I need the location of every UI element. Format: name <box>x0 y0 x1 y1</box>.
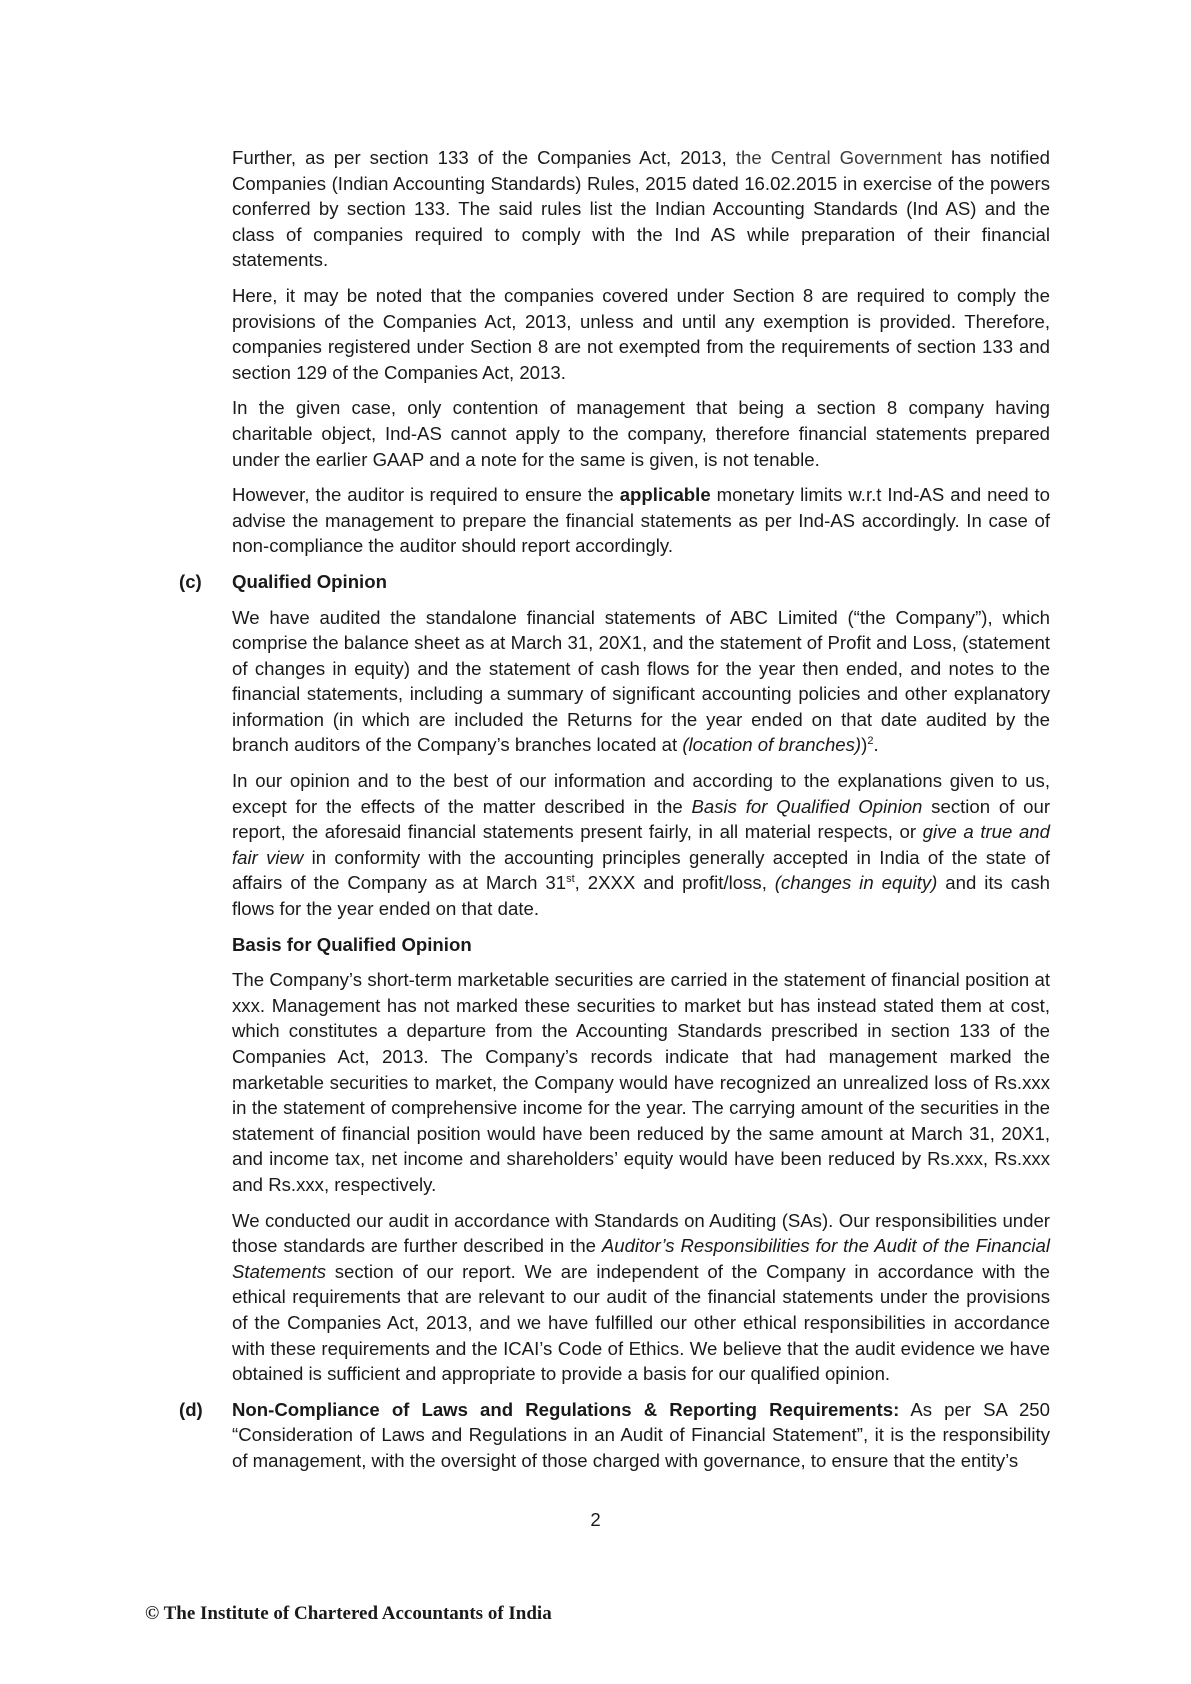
page-number: 2 <box>590 1509 601 1530</box>
footnote-ref: 2 <box>867 735 874 748</box>
copyright-footer: © The Institute of Chartered Accountants of India <box>145 1603 552 1624</box>
document-body <box>179 145 1051 1484</box>
qualified-opinion-paragraph-1: We have audited the standalone financial statements of ABC Limited (“the Company”), which comprise the balance sheet as at March 31, 20X1, and the statement of Profit and Loss, (statement of changes in equity) and the statement of cash flows for the year then ended, and notes to the financial statements, including a summary of significant accounting policies and other explanatory information (in which are included the Returns for the year ended on that date audited by the branch auditors of the Company’s branches located at (location of branches))$^2$. <box>232 606 1050 756</box>
section-c-title: Qualified Opinion <box>232 570 387 592</box>
qualified-opinion-paragraph-2: In our opinion and to the best of our information and according to the explanations given to us, except for the effects of the matter described in the Basis for Qualified Opinion section of our report, the aforesaid financial statements present fairly, in all material respects, or give a true and fair view in conformity with the accounting principles generally accepted in India of the state of affairs of the Company as at March 31st, 2XXX and profit/loss, (changes in equity) and its cash flows for the year ended on that date. <box>232 770 1051 920</box>
intro-paragraph-4: However, the auditor is required to ensure the applicable monetary limits w.r.t Ind-AS and need to advise the management to prepare the financial statements as per Ind-AS accordingly. In case of non-compliance the auditor should report accordingly. <box>232 484 1050 557</box>
basis-for-qualified-opinion-heading: Basis for Qualified Opinion <box>232 933 472 955</box>
intro-paragraph-2: Here, it may be noted that the companies covered under Section 8 are required to comply the provisions of the Companies Act, 2013, unless and until any exemption is provided. Therefore, companies registered under Section 8 are not exempted from the requirements of section 133 and section 129 of the Companies Act, 2013. <box>232 284 1050 383</box>
section-c-letter: (c) <box>179 570 202 592</box>
intro-paragraph-3: In the given case, only contention of management that being a section 8 company having charitable object, Ind-AS cannot apply to the company, therefore financial statements prepared under the earlier GAAP and a note for the same is given, is not tenable. <box>232 397 1050 470</box>
section-d-paragraph: (d) Non-Compliance of Laws and Regulations & Reporting Requirements: As per SA 250 “Consideration of Laws and Regulations in an Audit of Financial Statement”, it is the responsibility of management, with the oversight of those charged with governance, to ensure that the entity’s <box>179 1398 1050 1471</box>
section-d-title: Non-Compliance of Laws and Regulations & Reporting Requirements: <box>232 1398 900 1420</box>
applicable-emphasis: applicable <box>619 484 711 506</box>
basis-paragraph-1: The Company’s short-term marketable securities are carried in the statement of financial position at xxx. Management has not marked these securities to market but has instead stated them at cost, which constitutes a departure from the Accounting Standards prescribed in section 133 of the Companies Act, 2013. The Company’s records indicate that had management marked the marketable securities to market, the Company would have recognized an unrealized loss of Rs.xxx in the statement of comprehensive income for the year. The carrying amount of the securities in the statement of financial position would have been reduced by the same amount at March 31, 20X1, and income tax, net income and shareholders’ equity would have been reduced by Rs.xxx, Rs.xxx and Rs.xxx, respectively. <box>232 969 1050 1195</box>
basis-paragraph-2: We conducted our audit in accordance with Standards on Auditing (SAs). Our responsibilities under those standards are further described in the Auditor’s Responsibilities for the Audit of the Financial Statements section of our report. We are independent of the Company in accordance with the ethical requirements that are relevant to our audit of the financial statements under the provisions of the Companies Act, 2013, and we have fulfilled our other ethical responsibilities in accordance with these requirements and the ICAI’s Code of Ethics. We believe that the audit evidence we have obtained is sufficient and appropriate to provide a basis for our qualified opinion. <box>232 1209 1050 1385</box>
section-c-heading <box>179 569 1050 595</box>
section-d-letter: (d) <box>179 1398 203 1420</box>
central-government-text: the Central Government <box>735 147 942 168</box>
intro-paragraph-1: Further, as per section 133 of the Companies Act, 2013, the Central Government has notified Companies (Indian Accounting Standards) Rules, 2015 dated 16.02.2015 in exercise of the powers conferred by section 133. The said rules list the Indian Accounting Standards (Ind AS) and the class of companies required to comply with the Ind AS while preparation of their financial statements. <box>232 147 1050 271</box>
